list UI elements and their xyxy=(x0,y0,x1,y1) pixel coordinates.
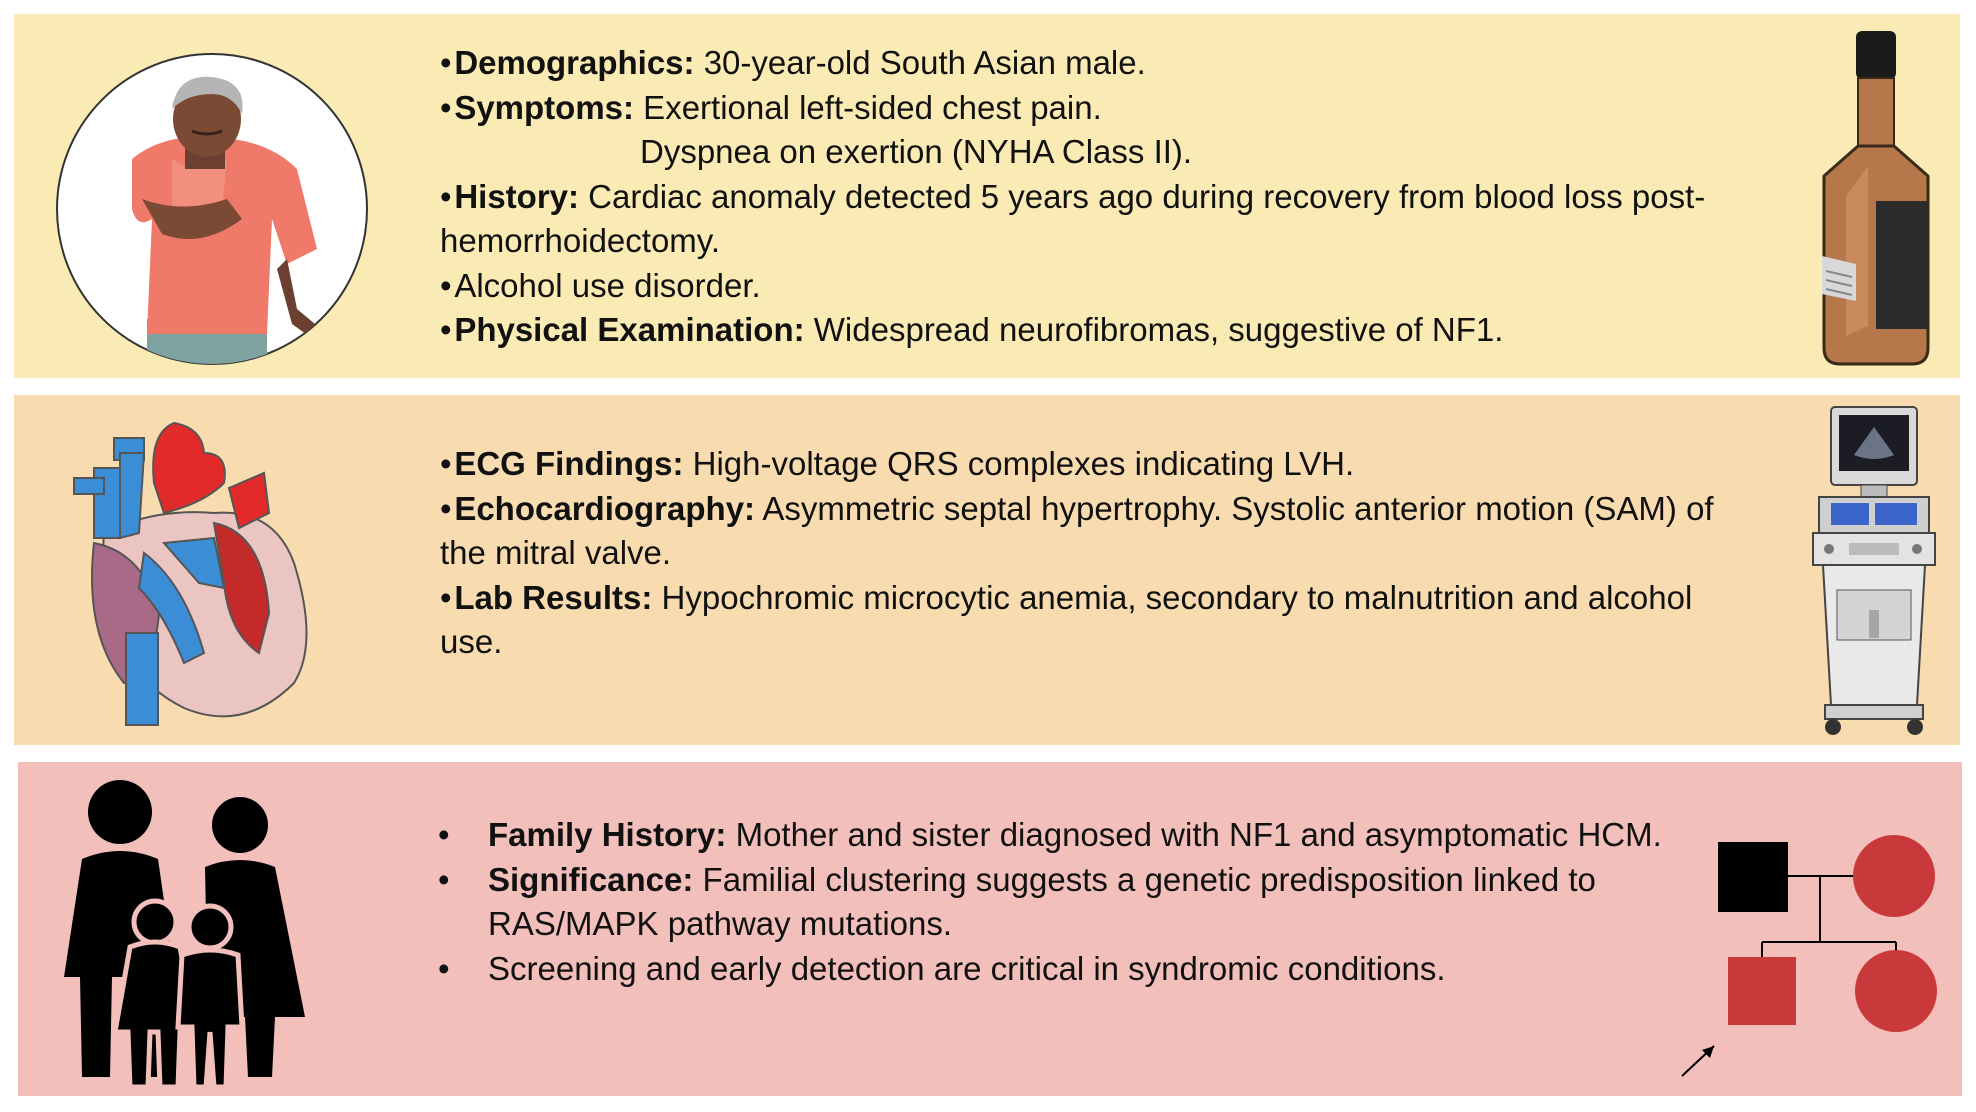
pedigree-chart-icon xyxy=(1678,832,1968,1082)
echo-item: • Echocardiography: Asymmetric septal hypertrophy. Systolic anterior motion (SAM) of the mitral valve. xyxy=(440,489,1714,571)
history-item: • History: Cardiac anomaly detected 5 years ago during recovery from blood loss post-hemorrhoidectomy. xyxy=(440,177,1706,259)
ecg-item: • ECG Findings: High-voltage QRS complexes indicating LVH. xyxy=(440,445,1355,482)
history-label: History: xyxy=(454,177,579,215)
alcohol-text: Alcohol use disorder. xyxy=(454,266,761,304)
screening-text: Screening and early detection are critical in syndromic conditions. xyxy=(488,949,1446,987)
whiskey-bottle-icon xyxy=(1806,26,1946,371)
echo-label: Echocardiography: xyxy=(454,489,756,527)
significance-text: Familial clustering suggests a genetic predisposition linked to RAS/MAPK pathway mutations. xyxy=(488,860,1596,942)
patient-chest-pain-icon xyxy=(52,49,372,369)
pedigree-father xyxy=(1718,842,1788,912)
symptoms-text: Exertional left-sided chest pain. xyxy=(634,88,1102,126)
significance-label: Significance: xyxy=(488,860,694,898)
clinical-text xyxy=(440,41,1770,353)
exam-text: Widespread neurofibromas, suggestive of NF1. xyxy=(804,311,1504,348)
history-text: Cardiac anomaly detected 5 years ago during recovery from blood loss post-hemorrhoidectomy. xyxy=(440,177,1706,259)
symptoms-label: Symptoms: xyxy=(454,88,635,126)
lab-text: Hypochromic microcytic anemia, secondary to malnutrition and alcohol use. xyxy=(440,578,1693,660)
demographics-label: Demographics: xyxy=(454,44,695,81)
symptoms-item: • Symptoms: Exertional left-sided chest pain. xyxy=(440,88,1102,126)
family-silhouette-icon xyxy=(60,777,310,1087)
ecg-label: ECG Findings: xyxy=(454,445,684,482)
lab-item: • Lab Results: Hypochromic microcytic anemia, secondary to malnutrition and alcohol use. xyxy=(440,578,1693,660)
demographics-item: • Demographics: 30-year-old South Asian male. xyxy=(440,44,1146,81)
investigations-panel xyxy=(14,395,1960,745)
family-history-text: Mother and sister diagnosed with NF1 and asymptomatic HCM. xyxy=(726,816,1662,853)
investigations-text xyxy=(440,442,1740,665)
echo-text: Asymmetric septal hypertrophy. Systolic anterior motion (SAM) of the mitral valve. xyxy=(440,489,1714,571)
screening-item: • Screening and early detection are critical in syndromic conditions. xyxy=(438,949,1446,987)
lab-label: Lab Results: xyxy=(454,578,653,616)
family-history-panel xyxy=(18,762,1962,1096)
pedigree-proband xyxy=(1728,957,1796,1025)
family-text xyxy=(438,813,1698,991)
significance-item: • Significance: Familial clustering suggests a genetic predisposition linked to RAS/MAPK pathway mutations. xyxy=(438,860,1596,942)
heart-anatomy-icon xyxy=(64,413,334,733)
ultrasound-machine-icon xyxy=(1809,405,1939,740)
pedigree-sister xyxy=(1855,950,1937,1032)
demographics-text: 30-year-old South Asian male. xyxy=(694,44,1146,81)
pedigree-mother xyxy=(1853,835,1935,917)
clinical-presentation-panel xyxy=(14,14,1960,378)
symptoms-continuation: Dyspnea on exertion (NYHA Class II). xyxy=(640,133,1193,170)
exam-item: • Physical Examination: Widespread neurofibromas, suggestive of NF1. xyxy=(440,311,1504,348)
family-history-label: Family History: xyxy=(488,816,727,853)
alcohol-item: • Alcohol use disorder. xyxy=(440,266,761,304)
family-history-item: • Family History: Mother and sister diagnosed with NF1 and asymptomatic HCM. xyxy=(438,816,1662,853)
ecg-text: High-voltage QRS complexes indicating LVH. xyxy=(683,445,1355,482)
exam-label: Physical Examination: xyxy=(454,311,805,348)
